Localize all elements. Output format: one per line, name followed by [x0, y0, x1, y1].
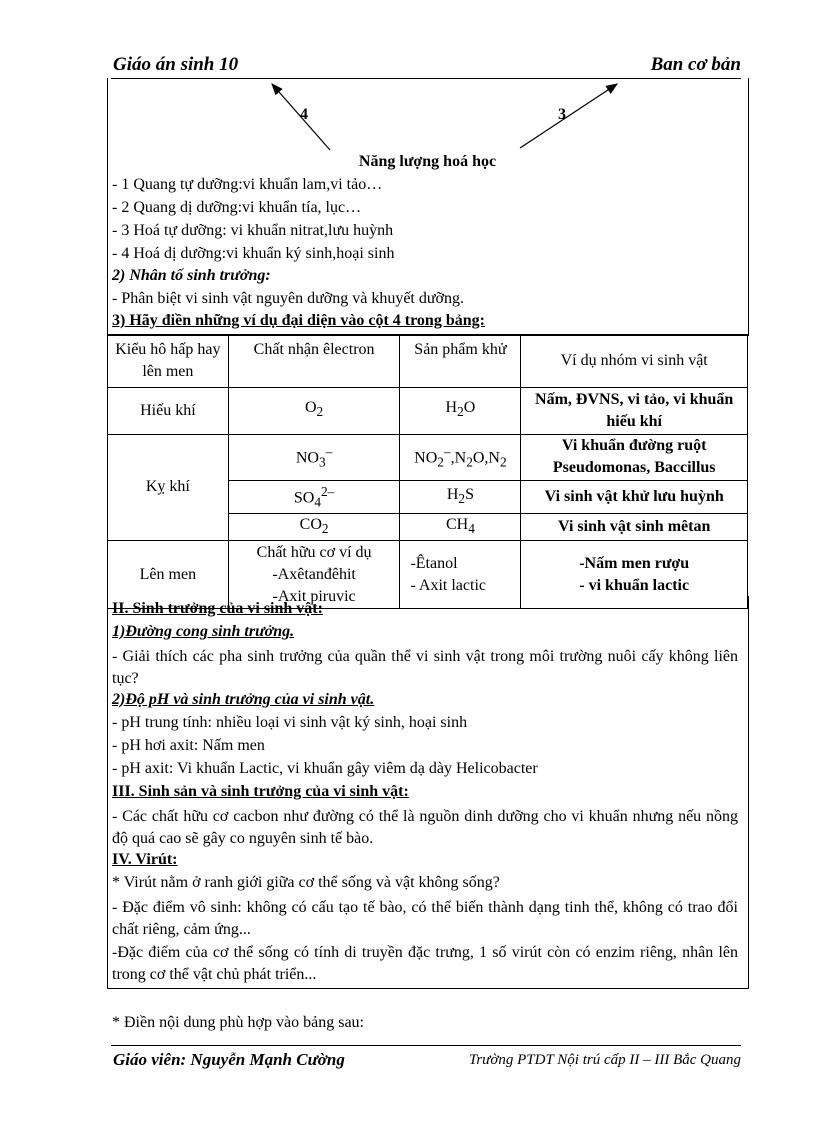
table-row [108, 434, 748, 480]
th-type: Kiểu hô hấp hay lên men [108, 335, 229, 387]
cell-an1-acceptor: $NO_3^-$ [228, 434, 400, 480]
section-II-sub2: 2)Độ pH và sinh trưởng của vi sinh vật. [112, 691, 375, 708]
section-II-sub1: 1)Đường cong sinh trưởng. [112, 623, 295, 640]
cell-ferment-acceptor: Chất hữu cơ ví dụ -Axêtanđêhit -Axit piruvic [228, 541, 400, 609]
header-right: Ban cơ bản [650, 54, 741, 75]
cell-aerobic-product: $H_2O$ [400, 387, 521, 434]
type-4: - 4 Hoá dị dưỡng:vi khuẩn ký sinh,hoại sinh [112, 245, 395, 262]
section-IV-question: * Virút nằm ở ranh giới giữa cơ thể sống và vật không sống? [112, 874, 500, 891]
section-III-title: III. Sinh sản và sinh trưởng của vi sinh vật: [112, 783, 409, 800]
cell-an2-product: $H_2S$ [400, 480, 521, 514]
section-2-text: - Phân biệt vi sinh vật nguyên dưỡng và khuyết dưỡng. [112, 290, 464, 307]
fill-table-note: * Điền nội dung phù hợp vào bảng sau: [112, 1014, 364, 1031]
section-IV-para-2: -Đặc điểm của cơ thể sống có tính di truyền đặc trưng, 1 số virút còn có enzim riêng, nhân lên trong cơ thể vật chủ phát triển... [112, 944, 738, 983]
ph-acid: - pH axit: Vi khuẩn Lactic, vi khuẩn gây viêm dạ dày Helicobacter [112, 760, 538, 777]
cell-an3-example: Vi sinh vật sinh mêtan [521, 514, 748, 541]
footer-teacher: Giáo viên: Nguyễn Mạnh Cường [113, 1050, 345, 1069]
cell-aerobic-acceptor: $O_2$ [228, 387, 400, 434]
respiration-table [107, 334, 748, 609]
type-2: - 2 Quang dị dưỡng:vi khuẩn tía, lục… [112, 199, 362, 216]
th-product: Sản phẩm khử [400, 335, 521, 387]
cell-ferment-type: Lên men [108, 541, 229, 609]
cell-aerobic-example: Nấm, ĐVNS, vi tảo, vi khuẩn hiếu khí [521, 387, 748, 434]
diagram-center-label: Năng lượng hoá học [358, 153, 497, 170]
header-left: Giáo án sinh 10 [113, 54, 239, 75]
table-header-row [108, 335, 748, 387]
page-footer [111, 1045, 741, 1069]
th-acceptor: Chất nhận êlectron [228, 335, 400, 387]
cell-an1-example: Vi khuẩn đường ruột Pseudomonas, Baccillus [521, 434, 748, 480]
cell-ferment-example: -Nấm men rượu - vi khuẩn lactic [521, 541, 748, 609]
section-3-title: 3) Hãy điền những ví dụ đại diện vào cột 4 trong bảng: [112, 312, 485, 329]
type-3: - 3 Hoá tự dưỡng: vi khuẩn nitrat,lưu huỳnh [112, 222, 394, 239]
ph-slightly-acid: - pH hơi axit: Nấm men [112, 737, 265, 754]
cell-aerobic-type: Hiếu khí [108, 387, 229, 434]
cell-an2-example: Vi sinh vật khử lưu huỳnh [521, 480, 748, 514]
cell-an2-acceptor: $SO_4^{2-}$ [228, 480, 400, 514]
ph-neutral: - pH trung tính: nhiều loại vi sinh vật ký sinh, hoại sinh [112, 714, 468, 731]
cell-an3-acceptor: $CO_2$ [228, 514, 400, 541]
section-II-sub1-text: - Giải thích các pha sinh trưởng của quần thể vi sinh vật trong môi trường nuôi cấy không liên tục? [112, 648, 738, 687]
cell-anaerobic-type: Kỵ khí [108, 434, 229, 541]
th-example: Ví dụ nhóm vi sinh vật [521, 335, 748, 387]
footer-school: Trường PTDT Nội trú cấp II – III Bắc Quang [468, 1052, 741, 1068]
type-1: - 1 Quang tự dưỡng:vi khuẩn lam,vi tảo… [112, 176, 383, 193]
section-2-title: 2) Nhân tố sinh trưởng: [112, 267, 271, 284]
cell-an1-product: $NO_2^-,N_2O,N_2$ [400, 434, 521, 480]
section-II-title: II. Sinh trưởng của vi sinh vật: [112, 600, 323, 617]
table-row [108, 387, 748, 434]
cell-ferment-product: -Êtanol - Axit lactic [400, 541, 521, 609]
diagram-label-4: 4 [300, 106, 308, 123]
section-IV-para-1: - Đặc điểm vô sinh: không có cấu tạo tế bào, có thể biến thành dạng tinh thể, không có trao đổi chất riêng, cảm ứng... [112, 899, 738, 938]
section-III-text: - Các chất hữu cơ cacbon như đường có thể là nguồn dinh dưỡng cho vi khuẩn nhưng nếu nồng độ quá cao sẽ gây co nguyên sinh tế bào. [112, 808, 738, 847]
arrow-3 [520, 84, 617, 148]
section-IV-title: IV. Virút: [112, 851, 178, 868]
cell-an3-product: $CH_4$ [400, 514, 521, 541]
diagram-label-3: 3 [558, 106, 566, 123]
